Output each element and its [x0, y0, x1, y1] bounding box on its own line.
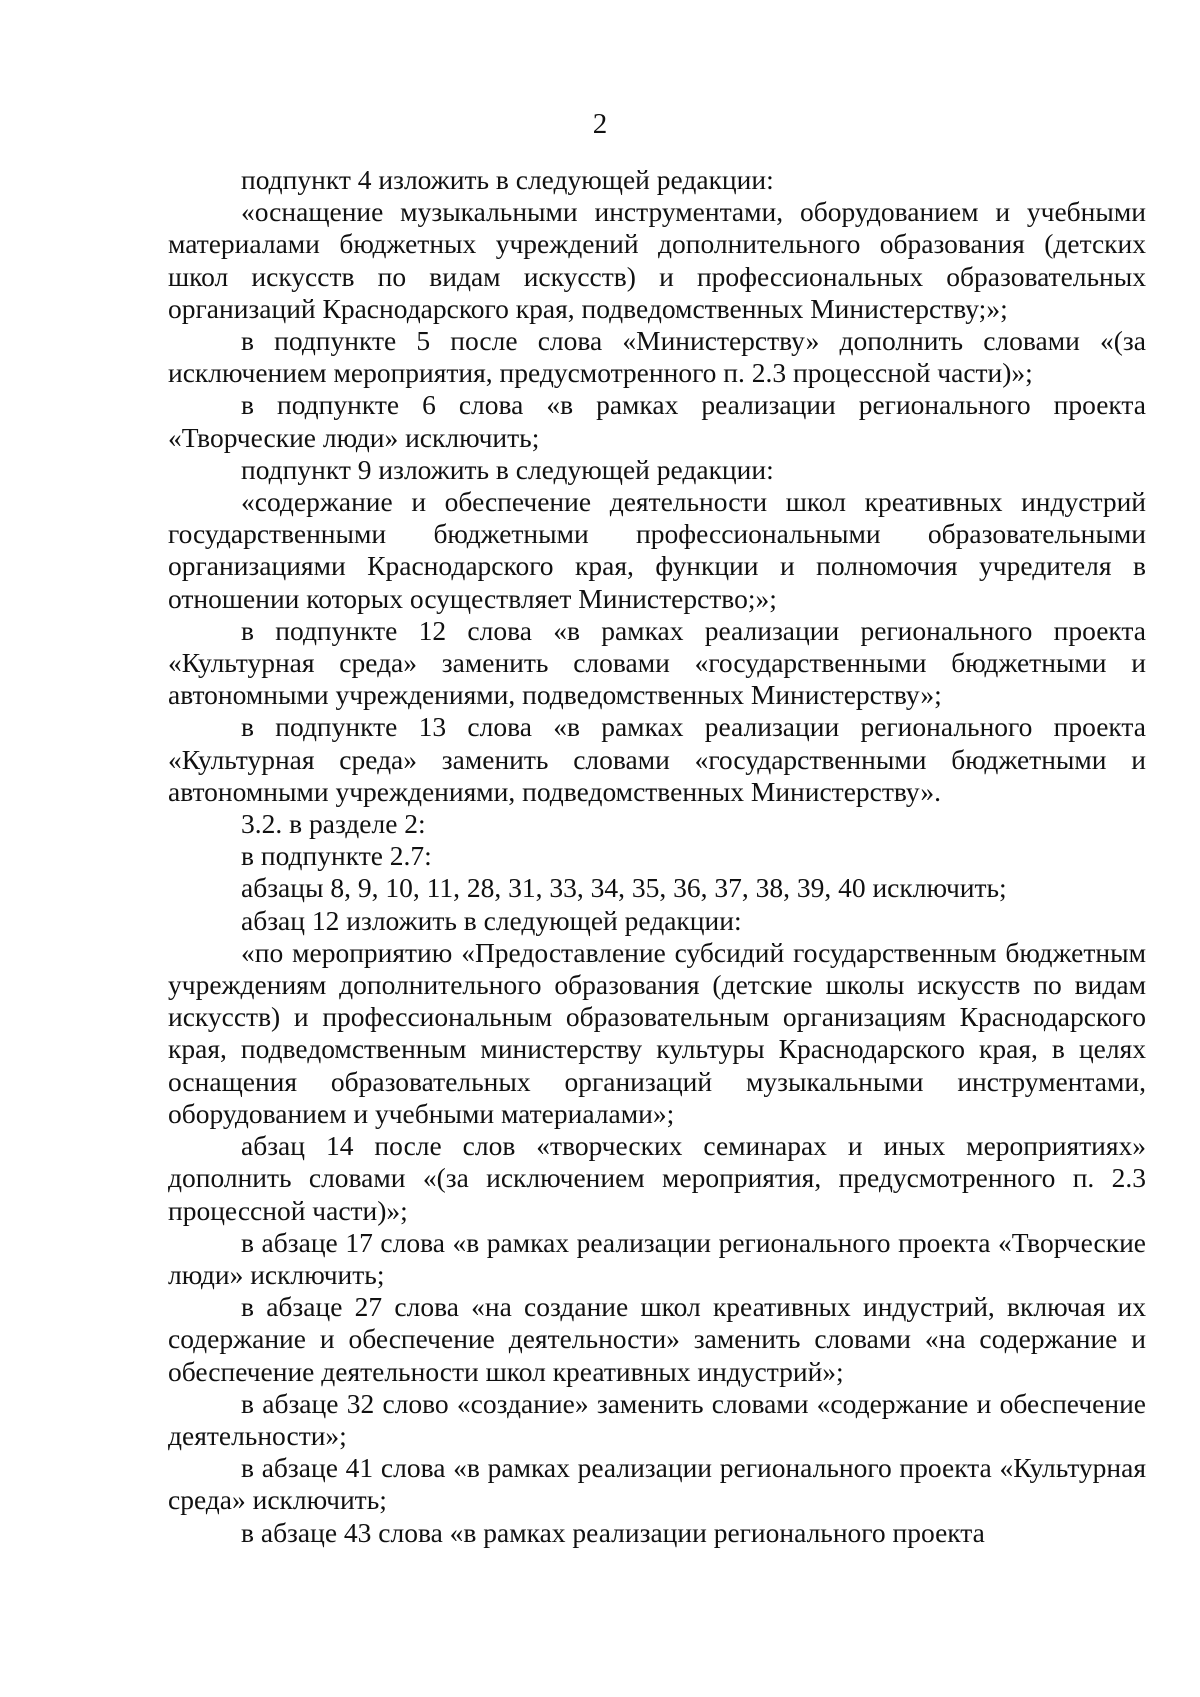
paragraph: в подпункте 2.7: [241, 840, 432, 872]
paragraph: абзац 12 изложить в следующей редакции: [241, 904, 742, 936]
paragraph: подпункт 9 изложить в следующей редакции: [241, 453, 774, 485]
paragraph: в абзаце 17 слова «в рамках реализации регионального проекта «Творческие люди» исключить; [168, 1226, 1146, 1290]
paragraph: в абзаце 32 слово «создание» заменить словами «содержание и обеспечение деятельности»; [168, 1387, 1146, 1451]
paragraph: в подпункте 12 слова «в рамках реализации регионального проекта «Культурная среда» заменить словами «государственными бюджетными и автономными учреждениями, подведомственных Министерству»; [168, 614, 1146, 711]
document-body [168, 164, 1146, 1549]
paragraph: в абзаце 27 слова «на создание школ креативных индустрий, включая их содержание и обеспечение деятельности» заменить словами «на содержание и обеспечение деятельности школ креативных индустрий»; [168, 1291, 1146, 1387]
paragraph: в подпункте 6 слова «в рамках реализации регионального проекта «Творческие люди» исключить; [168, 389, 1146, 453]
paragraph: в подпункте 13 слова «в рамках реализации регионального проекта «Культурная среда» заменить словами «государственными бюджетными и автономными учреждениями, подведомственных Министерству». [168, 711, 1146, 807]
paragraph: 3.2. в разделе 2: [241, 808, 426, 840]
paragraph: абзац 14 после слов «творческих семинарах и иных мероприятиях» дополнить словами «(за исключением мероприятия, предусмотренного п. 2.3 процессной части)»; [168, 1130, 1146, 1226]
paragraph: «по мероприятию «Предоставление субсидий государственным бюджетным учреждениям дополнительного образования (детские школы искусств по видам искусств) и профессиональным образовательным организациям Краснодарского края, подведомственным министерству культуры Краснодарского края, в целях оснащения образовательных организаций музыкальными инструментами, оборудованием и учебными материалами»; [168, 936, 1146, 1129]
page-number: 2 [592, 108, 608, 140]
paragraph: в подпункте 5 после слова «Министерству» дополнить словами «(за исключением мероприятия, предусмотренного п. 2.3 процессной части)»; [168, 325, 1146, 389]
paragraph: в абзаце 43 слова «в рамках реализации регионального проекта [241, 1516, 985, 1548]
paragraph: «содержание и обеспечение деятельности школ креативных индустрий государственными бюджетными профессиональными образовательными организациями Краснодарского края, функции и полномочия учредителя в отношении которых осуществляет Министерство;»; [168, 486, 1146, 614]
paragraph: в абзаце 41 слова «в рамках реализации регионального проекта «Культурная среда» исключить; [168, 1452, 1146, 1516]
paragraph: абзацы 8, 9, 10, 11, 28, 31, 33, 34, 35, 36, 37, 38, 39, 40 исключить; [241, 872, 1007, 904]
paragraph: подпункт 4 изложить в следующей редакции: [241, 164, 774, 195]
paragraph: «оснащение музыкальными инструментами, оборудованием и учебными материалами бюджетных учреждений дополнительного образования (детских школ искусств по видам искусств) и профессиональных образовательных организаций Краснодарского края, подведомственных Министерству;»; [168, 196, 1146, 324]
